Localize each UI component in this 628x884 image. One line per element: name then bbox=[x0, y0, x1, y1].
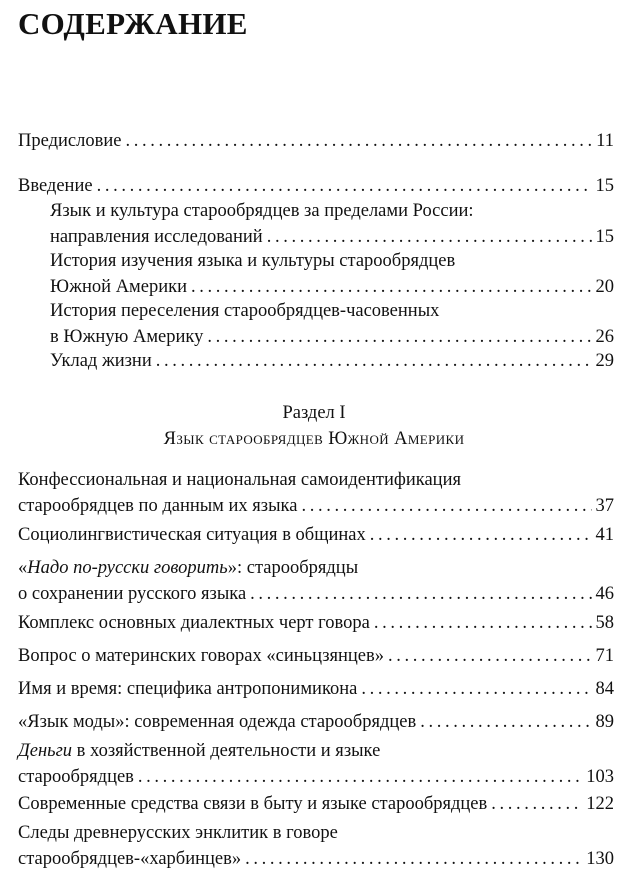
page-title: СОДЕРЖАНИЕ bbox=[18, 6, 248, 41]
toc-entry-line bbox=[18, 555, 614, 581]
toc-page-number: 15 bbox=[595, 227, 614, 247]
toc-entry-self-identification bbox=[18, 467, 614, 519]
toc-entry-title: старообрядцев bbox=[18, 767, 134, 787]
toc-page-number: 89 bbox=[595, 712, 614, 732]
toc-entry-resettlement bbox=[50, 298, 614, 350]
toc-page-number: 41 bbox=[595, 525, 614, 545]
toc-page-number: 84 bbox=[595, 679, 614, 699]
section-label: Раздел I bbox=[282, 403, 346, 423]
toc-entry-title: Уклад жизни bbox=[50, 351, 152, 371]
toc-entry-language-culture bbox=[50, 198, 614, 250]
toc-entry-line bbox=[18, 738, 614, 764]
toc-entry-dialect-features bbox=[18, 610, 614, 636]
toc-entry-title: в Южную Америку bbox=[50, 327, 204, 347]
toc-entry-title: Социолингвистическая ситуация в общинах bbox=[18, 525, 366, 545]
toc-entry-name-time bbox=[18, 676, 614, 702]
toc-entry-line: Конфессиональная и национальная самоидентификация bbox=[18, 470, 461, 490]
toc-entry-line: Язык и культура старообрядцев за пределами России: bbox=[50, 201, 474, 221]
toc-entry-fashion bbox=[18, 709, 614, 735]
toc-entry-title: Введение bbox=[18, 176, 93, 196]
toc-entry-introduction bbox=[18, 173, 614, 199]
leader-dots bbox=[388, 643, 591, 669]
toc-entry-speak-russian bbox=[18, 555, 614, 607]
toc-entry-title: о сохранении русского языка bbox=[18, 584, 247, 604]
leader-dots bbox=[125, 128, 592, 154]
toc-entry-title: направления исследований bbox=[50, 227, 263, 247]
italic-phrase: Надо по-русски говорить bbox=[27, 558, 228, 578]
leader-dots bbox=[138, 764, 582, 790]
toc-entry-line: История изучения языка и культуры старообрядцев bbox=[50, 251, 456, 271]
toc-entry-title: «Язык моды»: современная одежда старообрядцев bbox=[18, 712, 417, 732]
toc-entry-history-study bbox=[50, 248, 614, 300]
toc-entry-title: старообрядцев-«харбинцев» bbox=[18, 849, 242, 869]
toc-entry-title: Современные средства связи в быту и языке старообрядцев bbox=[18, 794, 488, 814]
toc-page-number: 103 bbox=[586, 767, 614, 787]
toc-entry-money bbox=[18, 738, 614, 790]
toc-page-number: 71 bbox=[595, 646, 614, 666]
toc-entry-enclitics bbox=[18, 820, 614, 872]
line-rest: »: старообрядцы bbox=[227, 558, 359, 578]
toc-page-number: 15 bbox=[595, 176, 614, 196]
leader-dots bbox=[250, 581, 591, 607]
toc-page-number: 122 bbox=[586, 794, 614, 814]
toc-page-number: 37 bbox=[595, 496, 614, 516]
leader-dots bbox=[156, 348, 592, 374]
toc-entry-way-of-life bbox=[50, 348, 614, 374]
leader-dots bbox=[267, 224, 592, 250]
leader-dots bbox=[361, 676, 591, 702]
leader-dots bbox=[301, 493, 591, 519]
toc-entry-title: Предисловие bbox=[18, 131, 122, 151]
toc-entry-line: Следы древнерусских энклитик в говоре bbox=[18, 823, 338, 843]
toc-entry-title: Имя и время: специфика антропонимикона bbox=[18, 679, 358, 699]
leader-dots bbox=[207, 324, 591, 350]
leader-dots bbox=[245, 846, 582, 872]
toc-page-number: 26 bbox=[595, 327, 614, 347]
line-rest: в хозяйственной деятельности и языке bbox=[72, 741, 381, 761]
toc-entry-title: старообрядцев по данным их языка bbox=[18, 496, 298, 516]
toc-entry-preface bbox=[18, 128, 614, 154]
leader-dots bbox=[420, 709, 591, 735]
quote-open: « bbox=[18, 558, 28, 578]
toc-entry-sociolinguistic bbox=[18, 522, 614, 548]
toc-entry-mother-dialects bbox=[18, 643, 614, 669]
leader-dots bbox=[491, 791, 582, 817]
leader-dots bbox=[97, 173, 592, 199]
toc-entry-title: Южной Америки bbox=[50, 277, 188, 297]
toc-page-number: 46 bbox=[595, 584, 614, 604]
toc-page-number: 29 bbox=[595, 351, 614, 371]
toc-entry-title: Комплекс основных диалектных черт говора bbox=[18, 613, 370, 633]
toc-page-number: 58 bbox=[595, 613, 614, 633]
toc-page-number: 20 bbox=[595, 277, 614, 297]
section-title: Язык старообрядцев Южной Америки bbox=[163, 429, 465, 449]
italic-phrase: Деньги bbox=[18, 741, 73, 761]
toc-page-number: 11 bbox=[596, 131, 614, 151]
leader-dots bbox=[191, 274, 591, 300]
toc-entry-line: История переселения старообрядцев-часовенных bbox=[50, 301, 440, 321]
toc-entry-title: Вопрос о материнских говорах «синьцзянцев» bbox=[18, 646, 385, 666]
toc-page-number: 130 bbox=[586, 849, 614, 869]
leader-dots bbox=[374, 610, 592, 636]
leader-dots bbox=[370, 522, 592, 548]
toc-entry-communication bbox=[18, 791, 614, 817]
